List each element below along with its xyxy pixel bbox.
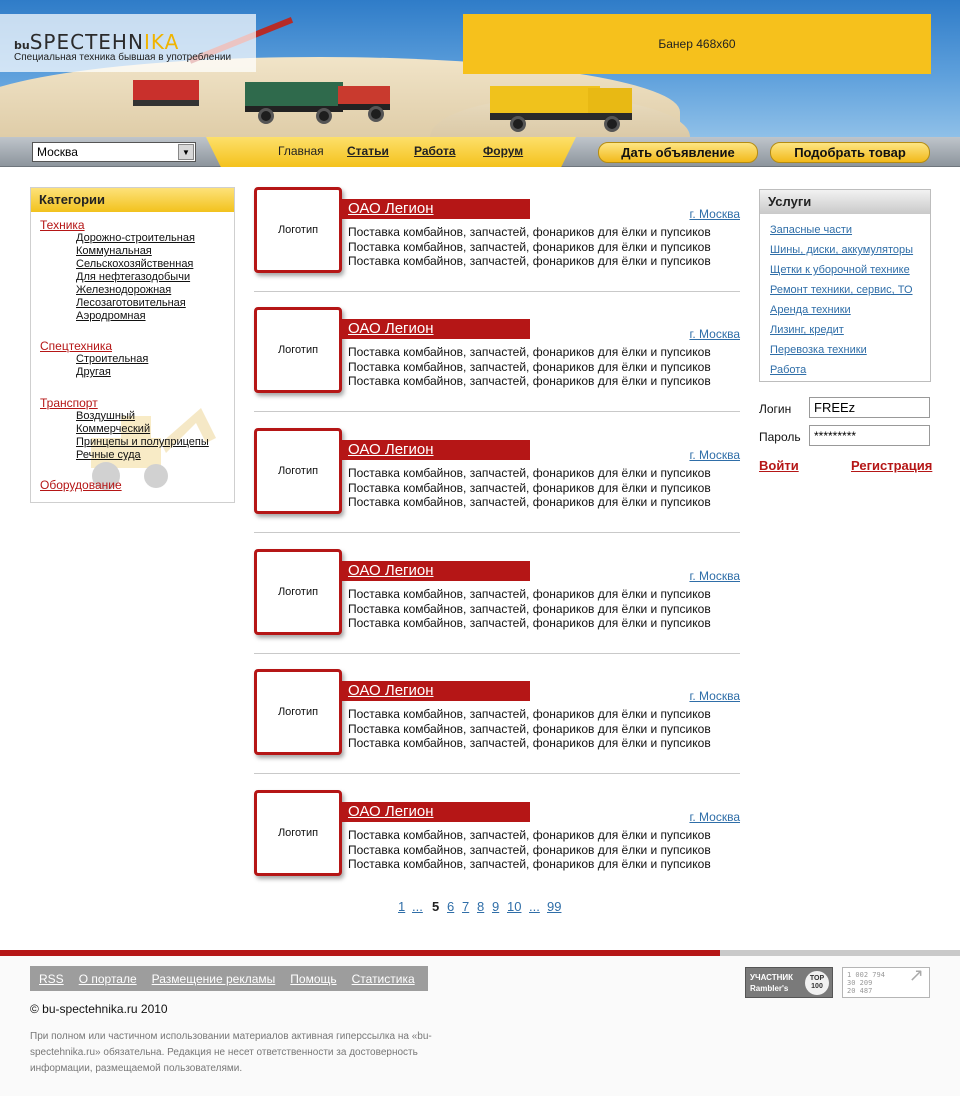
post-ad-button[interactable]: Дать объявление [598, 142, 758, 163]
categories-panel [30, 187, 235, 503]
service-link[interactable]: Щетки к уборочной технике [770, 264, 910, 276]
site-logo[interactable] [0, 14, 256, 72]
categories-title: Категории [31, 188, 234, 212]
page-current: 5 [432, 899, 440, 914]
listing-title-link[interactable]: ОАО Легион [348, 682, 434, 699]
nav-item-home[interactable]: Главная [278, 144, 324, 158]
subcategory-link[interactable]: Другая [76, 366, 111, 378]
subcategory-link[interactable]: Воздушный [76, 410, 136, 422]
listing-title-bar [342, 561, 530, 581]
listing-city-link[interactable]: г. Москва [689, 810, 740, 824]
page-ellipsis[interactable]: ... [529, 899, 540, 914]
company-logo[interactable]: Логотип [254, 790, 342, 876]
listing-city-link[interactable]: г. Москва [689, 448, 740, 462]
listing-title-bar [342, 319, 530, 339]
category-group [40, 218, 195, 323]
register-link[interactable]: Регистрация [851, 458, 933, 473]
listing-title-link[interactable]: ОАО Легион [348, 441, 434, 458]
listing-description: Поставка комбайнов, запчастей, фонариков для ёлки и пупсиков Поставка комбайнов, запчастей, фонариков для ёлки и пупсиков Поставка комбайнов, запчастей, фонариков для ёлки и пупсиков [348, 587, 711, 630]
listing-item [254, 307, 740, 405]
listing-item [254, 428, 740, 526]
company-logo[interactable]: Логотип [254, 187, 342, 273]
wheel-icon [368, 106, 384, 122]
nav-item-articles[interactable]: Статьи [347, 144, 389, 158]
arrow-up-right-icon: ↗ [908, 965, 924, 986]
listing-divider [254, 773, 740, 774]
subcategory-link[interactable]: Речные суда [76, 449, 141, 461]
page-link[interactable]: 99 [547, 899, 562, 914]
listing-title-bar [342, 440, 530, 460]
page-link[interactable]: 9 [492, 899, 500, 914]
wheel-icon [604, 116, 620, 132]
listing-city-link[interactable]: г. Москва [689, 327, 740, 341]
listing-city-link[interactable]: г. Москва [689, 689, 740, 703]
company-logo[interactable]: Логотип [254, 549, 342, 635]
subcategory-link[interactable]: Строительная [76, 353, 149, 365]
service-link[interactable]: Аренда техники [770, 304, 851, 316]
footer-link-rss[interactable]: RSS [39, 971, 64, 986]
nav-item-forum[interactable]: Форум [483, 144, 524, 158]
page-link[interactable]: 8 [477, 899, 485, 914]
listing-divider [254, 411, 740, 412]
listing-title-bar [342, 802, 530, 822]
subcategory-link[interactable]: Для нефтегазодобычи [76, 271, 191, 283]
listing-title-bar [342, 199, 530, 219]
subcategory-link[interactable]: Принцепы и полуприцепы [76, 436, 209, 448]
footer-link-stats[interactable]: Статистика [351, 971, 415, 986]
disclaimer: При полном или частичном использовании материалов активная гиперссылка на «bu-spectehnika.ru» обязательна. Редакция не несет ответственности за достоверность информации, размещаемой пользователями. [30, 1031, 432, 1074]
page-link[interactable]: 1 [398, 899, 406, 914]
company-logo[interactable]: Логотип [254, 428, 342, 514]
main-navbar [0, 137, 960, 167]
green-truck-image [245, 82, 343, 112]
city-select[interactable] [32, 142, 196, 162]
category-link[interactable]: Техника [40, 218, 85, 232]
subcategory-link[interactable]: Сельскохозяйственная [76, 258, 194, 270]
footer-link-about[interactable]: О портале [78, 971, 137, 986]
listing-divider [254, 532, 740, 533]
category-link[interactable]: Спецтехника [40, 339, 112, 353]
page-link[interactable]: 7 [462, 899, 470, 914]
listing-title-link[interactable]: ОАО Легион [348, 200, 434, 217]
copyright: © bu-spectehnika.ru 2010 [30, 1002, 168, 1016]
category-link[interactable]: Оборудование [40, 478, 122, 492]
footer-link-help[interactable]: Помощь [290, 971, 337, 986]
listing-item [254, 549, 740, 647]
excavator-image [133, 80, 199, 106]
subcategory-link[interactable]: Железнодорожная [76, 284, 172, 296]
subcategory-link[interactable]: Дорожно-строительная [76, 232, 195, 244]
login-input[interactable]: FREEz [809, 397, 930, 418]
city-select-value: Москва [37, 145, 78, 159]
wheel-icon [258, 108, 274, 124]
listing-description: Поставка комбайнов, запчастей, фонариков для ёлки и пупсиков Поставка комбайнов, запчастей, фонариков для ёлки и пупсиков Поставка комбайнов, запчастей, фонариков для ёлки и пупсиков [348, 466, 711, 509]
category-group [40, 396, 209, 462]
page-link[interactable]: 10 [507, 899, 522, 914]
listing-divider [254, 291, 740, 292]
login-label: Логин [759, 402, 792, 416]
listing-description: Поставка комбайнов, запчастей, фонариков для ёлки и пупсиков Поставка комбайнов, запчастей, фонариков для ёлки и пупсиков Поставка комбайнов, запчастей, фонариков для ёлки и пупсиков [348, 225, 711, 268]
wheel-icon [316, 108, 332, 124]
subcategory-link[interactable]: Коммунальная [76, 245, 152, 257]
password-label: Пароль [759, 430, 801, 444]
red-truck-cab-image [338, 86, 390, 110]
logo-wordmark: buSPECTEHNIKA [14, 30, 180, 54]
yellow-truck-image [490, 86, 600, 120]
listing-title-link[interactable]: ОАО Легион [348, 803, 434, 820]
service-link[interactable]: Ремонт техники, сервис, ТО [770, 284, 913, 296]
listing-city-link[interactable]: г. Москва [689, 569, 740, 583]
service-link[interactable]: Работа [770, 364, 807, 376]
footer-link-ads[interactable]: Размещение рекламы [151, 971, 276, 986]
logo-tagline: Специальная техника бывшая в употреблении [14, 52, 232, 63]
category-link[interactable]: Транспорт [40, 396, 98, 410]
listing-description: Поставка комбайнов, запчастей, фонариков для ёлки и пупсиков Поставка комбайнов, запчастей, фонариков для ёлки и пупсиков Поставка комбайнов, запчастей, фонариков для ёлки и пупсиков [348, 345, 711, 388]
service-link[interactable]: Запасные части [770, 224, 853, 236]
password-input[interactable]: ********* [809, 425, 930, 446]
listing-item [254, 669, 740, 767]
listing-item [254, 790, 740, 888]
services-list [770, 220, 913, 380]
page-ellipsis[interactable]: ... [412, 899, 423, 914]
nav-item-jobs[interactable]: Работа [414, 144, 456, 158]
services-panel [759, 189, 931, 382]
category-group [40, 478, 122, 492]
services-title: Услуги [760, 190, 930, 214]
visit-counter[interactable]: 1 002 794 30 209 20 487 ↗ [842, 967, 930, 998]
listing-title-link[interactable]: ОАО Легион [348, 562, 434, 579]
listing-item [254, 187, 740, 285]
listing-city-link[interactable]: г. Москва [689, 207, 740, 221]
listing-title-link[interactable]: ОАО Легион [348, 320, 434, 337]
footer-nav [30, 966, 428, 991]
ad-banner[interactable]: Банер 468x60 [463, 14, 931, 74]
rambler-top100-counter[interactable]: УЧАСТНИК Rambler's TOP 100 [745, 967, 833, 998]
subcategory-link[interactable]: Коммерческий [76, 423, 151, 435]
category-group [40, 339, 148, 379]
service-link[interactable]: Перевозка техники [770, 344, 867, 356]
page-link[interactable]: 6 [447, 899, 455, 914]
top100-badge: TOP 100 [805, 971, 829, 995]
login-button[interactable]: Войти [759, 458, 799, 473]
listing-description: Поставка комбайнов, запчастей, фонариков для ёлки и пупсиков Поставка комбайнов, запчастей, фонариков для ёлки и пупсиков Поставка комбайнов, запчастей, фонариков для ёлки и пупсиков [348, 828, 711, 871]
subcategory-link[interactable]: Лесозаготовительная [76, 297, 186, 309]
listing-description: Поставка комбайнов, запчастей, фонариков для ёлки и пупсиков Поставка комбайнов, запчастей, фонариков для ёлки и пупсиков Поставка комбайнов, запчастей, фонариков для ёлки и пупсиков [348, 707, 711, 750]
wheel-icon [510, 116, 526, 132]
service-link[interactable]: Лизинг, кредит [770, 324, 844, 336]
subcategory-link[interactable]: Аэродромная [76, 310, 146, 322]
find-product-button[interactable]: Подобрать товар [770, 142, 930, 163]
listing-divider [254, 653, 740, 654]
company-logo[interactable]: Логотип [254, 669, 342, 755]
listing-title-bar [342, 681, 530, 701]
site-header [0, 0, 960, 137]
chevron-down-icon[interactable]: ▼ [178, 144, 194, 160]
service-link[interactable]: Шины, диски, аккумуляторы [770, 244, 914, 256]
company-logo[interactable]: Логотип [254, 307, 342, 393]
